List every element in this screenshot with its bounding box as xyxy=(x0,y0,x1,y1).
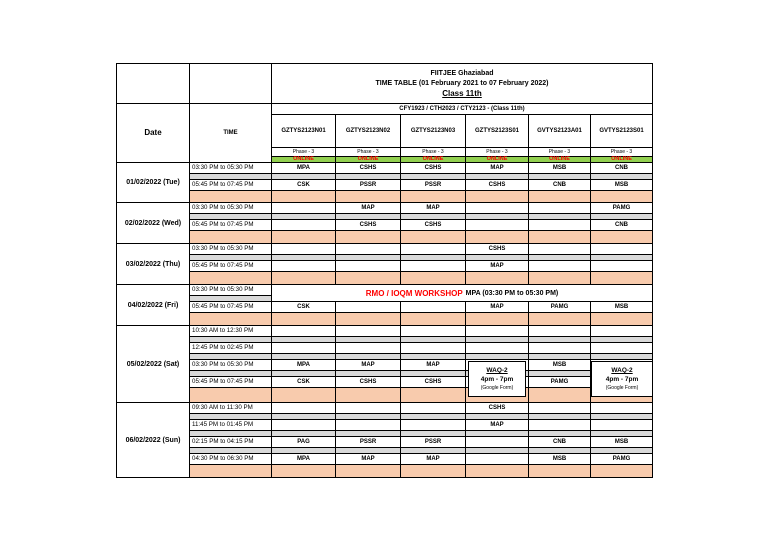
subject-cell xyxy=(529,403,591,414)
subject-cell xyxy=(336,244,401,255)
batch-code: GZTYS2123N03 xyxy=(401,115,466,148)
gap-row xyxy=(336,313,401,326)
subject-cell: CSK xyxy=(272,377,336,388)
subject-cell: MPA xyxy=(272,163,336,174)
time-slot: 03:30 PM to 05:30 PM xyxy=(190,285,272,296)
gap-row xyxy=(190,231,272,244)
gap-row xyxy=(336,231,401,244)
subject-cell: CSHS xyxy=(336,377,401,388)
subject-cell: CSHS xyxy=(466,403,529,414)
waq-form: (Google Form) xyxy=(605,385,639,391)
gap-row xyxy=(529,231,591,244)
subject-cell xyxy=(401,261,466,272)
subject-cell xyxy=(529,244,591,255)
time-slot: 09:30 AM to 11:30 PM xyxy=(190,403,272,414)
title-block xyxy=(272,64,653,104)
blank-date-header xyxy=(117,64,190,104)
gap-row xyxy=(466,272,529,285)
subject-cell: PAG xyxy=(272,437,336,448)
subject-cell: MAP xyxy=(401,360,466,371)
subject-cell: CSHS xyxy=(336,163,401,174)
subject-cell xyxy=(336,420,401,431)
subject-cell xyxy=(591,244,653,255)
date-cell: 05/02/2022 (Sat) xyxy=(117,326,190,403)
gap-row xyxy=(401,231,466,244)
time-slot: 11:45 PM to 01:45 PM xyxy=(190,420,272,431)
class-name: Class 11th xyxy=(442,88,482,98)
subject-cell: CSHS xyxy=(466,180,529,191)
subject-cell xyxy=(272,403,336,414)
gap-row xyxy=(529,313,591,326)
waq-time: 4pm - 7pm xyxy=(480,376,514,383)
subject-cell xyxy=(591,326,653,337)
subject-cell: PSSR xyxy=(336,437,401,448)
gap-row xyxy=(336,465,401,478)
gap-row xyxy=(591,272,653,285)
gap-row xyxy=(190,465,272,478)
time-slot: 03:30 PM to 05:30 PM xyxy=(190,203,272,214)
batch-code: GZTYS2123N01 xyxy=(272,115,336,148)
subject-cell: CSK xyxy=(272,180,336,191)
subject-cell: PSSR xyxy=(336,180,401,191)
gap-row xyxy=(401,313,466,326)
gap-row xyxy=(190,272,272,285)
batch-phase: Phase - 3 xyxy=(591,148,653,157)
subject-cell: CSK xyxy=(272,302,336,313)
subject-cell xyxy=(529,220,591,231)
gap-row xyxy=(401,191,466,203)
batches-line: CFY1923 / CTH2023 / CTY2123 - (Class 11th) xyxy=(272,104,653,115)
date-cell: 03/02/2022 (Thu) xyxy=(117,244,190,285)
time-slot: 12:45 PM to 02:45 PM xyxy=(190,343,272,354)
waq-box-s01 xyxy=(468,361,526,397)
subject-cell xyxy=(401,403,466,414)
batch-phase: Phase - 3 xyxy=(529,148,591,157)
time-column-header xyxy=(190,104,272,163)
subject-cell: CSHS xyxy=(401,377,466,388)
gap-row xyxy=(272,388,336,403)
institute-name: FIITJEE Ghaziabad xyxy=(430,69,494,77)
timetable-title: TIME TABLE (01 February 2021 to 07 February 2022) xyxy=(375,79,549,87)
gap-row xyxy=(591,465,653,478)
batch-code: GZTYS2123N02 xyxy=(336,115,401,148)
gap-row xyxy=(190,191,272,203)
gap-row xyxy=(591,313,653,326)
subject-cell: CNB xyxy=(529,180,591,191)
time-header-label: TIME xyxy=(223,130,238,136)
time-slot: 05:45 PM to 07:45 PM xyxy=(190,220,272,231)
gap-row xyxy=(591,191,653,203)
time-slot: 05:45 PM to 07:45 PM xyxy=(190,302,272,313)
online-tag: ONLINE xyxy=(336,157,401,163)
subject-cell: MSB xyxy=(591,437,653,448)
online-tag: ONLINE xyxy=(529,157,591,163)
time-slot: 03:30 PM to 05:30 PM xyxy=(190,244,272,255)
waq-title: WAQ-2 xyxy=(486,367,508,374)
workshop-banner xyxy=(272,285,653,302)
gap-row xyxy=(336,191,401,203)
subject-cell: MSB xyxy=(529,163,591,174)
gap-row xyxy=(529,388,591,403)
gap-row xyxy=(272,465,336,478)
gap-row xyxy=(272,272,336,285)
online-tag: ONLINE xyxy=(401,157,466,163)
subject-cell: CSHS xyxy=(466,244,529,255)
waq-title: WAQ-2 xyxy=(611,367,633,374)
subject-cell xyxy=(466,220,529,231)
subject-cell xyxy=(591,261,653,272)
subject-cell xyxy=(272,244,336,255)
subject-cell: PSSR xyxy=(401,437,466,448)
subject-cell xyxy=(466,343,529,354)
subject-cell: MAP xyxy=(466,302,529,313)
date-column-header xyxy=(117,104,190,163)
subject-cell: MSB xyxy=(529,454,591,465)
subject-cell xyxy=(401,326,466,337)
gap-row xyxy=(336,388,401,403)
workshop-highlight: RMO / IOQM WORKSHOP xyxy=(365,288,463,298)
subject-cell: MAP xyxy=(466,163,529,174)
subject-cell xyxy=(336,343,401,354)
time-slot: 05:45 PM to 07:45 PM xyxy=(190,261,272,272)
subject-cell xyxy=(529,343,591,354)
subject-cell: PSSR xyxy=(401,180,466,191)
subject-cell: MPA xyxy=(272,360,336,371)
time-slot: 03:30 PM to 05:30 PM xyxy=(190,163,272,174)
time-slot: 05:45 PM to 07:45 PM xyxy=(190,180,272,191)
subject-cell xyxy=(336,261,401,272)
batch-phase: Phase - 3 xyxy=(336,148,401,157)
gap-row xyxy=(272,231,336,244)
waq-time: 4pm - 7pm xyxy=(605,376,639,383)
gap-row xyxy=(401,465,466,478)
subject-cell: MSB xyxy=(591,302,653,313)
subject-cell: CSHS xyxy=(401,163,466,174)
gap-row xyxy=(591,231,653,244)
subject-cell xyxy=(401,420,466,431)
subject-cell: MAP xyxy=(401,454,466,465)
subject-cell: MAP xyxy=(466,261,529,272)
batch-phase: Phase - 3 xyxy=(466,148,529,157)
subject-cell xyxy=(401,244,466,255)
gap-row xyxy=(529,465,591,478)
batch-code: GZTYS2123S01 xyxy=(466,115,529,148)
date-header-label: Date xyxy=(144,128,162,137)
subject-cell xyxy=(336,403,401,414)
gap-row xyxy=(466,465,529,478)
subject-cell: MSB xyxy=(529,360,591,371)
time-slot: 04:30 PM to 06:30 PM xyxy=(190,454,272,465)
subject-cell xyxy=(529,261,591,272)
subject-cell: MAP xyxy=(401,203,466,214)
subject-cell: PAMG xyxy=(529,377,591,388)
subject-cell xyxy=(466,454,529,465)
time-slot: 02:15 PM to 04:15 PM xyxy=(190,437,272,448)
batch-phase: Phase - 3 xyxy=(272,148,336,157)
batch-phase: Phase - 3 xyxy=(401,148,466,157)
gap-row xyxy=(529,272,591,285)
subject-cell: CSHS xyxy=(401,220,466,231)
subject-cell xyxy=(466,437,529,448)
gap-row xyxy=(401,272,466,285)
subject-cell xyxy=(529,326,591,337)
subject-cell: CNB xyxy=(529,437,591,448)
subject-cell xyxy=(591,343,653,354)
time-slot: 03:30 PM to 05:30 PM xyxy=(190,360,272,371)
subject-cell xyxy=(466,326,529,337)
date-cell: 06/02/2022 (Sun) xyxy=(117,403,190,478)
gap-row xyxy=(190,313,272,326)
subject-cell xyxy=(336,302,401,313)
gap-row xyxy=(336,272,401,285)
gap-row xyxy=(466,191,529,203)
gap-row xyxy=(272,191,336,203)
subject-cell xyxy=(272,343,336,354)
batch-code: GVTYS2123S01 xyxy=(591,115,653,148)
subject-cell: PAMG xyxy=(529,302,591,313)
subject-cell: MAP xyxy=(336,203,401,214)
gap-row xyxy=(466,313,529,326)
subject-cell: MAP xyxy=(336,360,401,371)
subject-cell xyxy=(401,343,466,354)
gap-row xyxy=(529,191,591,203)
date-cell: 04/02/2022 (Fri) xyxy=(117,285,190,326)
time-slot: 10:30 AM to 12:30 PM xyxy=(190,326,272,337)
batch-code: GVTYS2123A01 xyxy=(529,115,591,148)
subject-cell xyxy=(591,403,653,414)
subject-cell xyxy=(272,326,336,337)
subject-cell xyxy=(529,420,591,431)
workshop-detail: MPA (03:30 PM to 05:30 PM) xyxy=(465,289,559,297)
waq-form: (Google Form) xyxy=(480,385,514,391)
subject-cell xyxy=(272,220,336,231)
subject-cell: PAMG xyxy=(591,454,653,465)
subject-cell: MPA xyxy=(272,454,336,465)
gap-row xyxy=(401,388,466,403)
subject-cell: PAMG xyxy=(591,203,653,214)
gap-row xyxy=(466,231,529,244)
timetable-sheet xyxy=(116,63,653,478)
subject-cell xyxy=(401,302,466,313)
subject-cell xyxy=(466,203,529,214)
subject-cell: MAP xyxy=(336,454,401,465)
subject-cell xyxy=(591,420,653,431)
date-cell: 02/02/2022 (Wed) xyxy=(117,203,190,244)
gap-row xyxy=(190,388,272,403)
online-tag: ONLINE xyxy=(466,157,529,163)
subject-cell: CNB xyxy=(591,163,653,174)
subject-cell: CSHS xyxy=(336,220,401,231)
time-slot: 05:45 PM to 07:45 PM xyxy=(190,377,272,388)
online-tag: ONLINE xyxy=(272,157,336,163)
subject-cell: CNB xyxy=(591,220,653,231)
subject-cell xyxy=(272,420,336,431)
waq-box-gvs01 xyxy=(591,361,653,397)
subject-cell xyxy=(272,261,336,272)
gap-row xyxy=(272,313,336,326)
blank-time-header xyxy=(190,64,272,104)
subject-cell xyxy=(336,326,401,337)
subject-cell: MAP xyxy=(466,420,529,431)
subject-cell: MSB xyxy=(591,180,653,191)
date-cell: 01/02/2022 (Tue) xyxy=(117,163,190,203)
subject-cell xyxy=(529,203,591,214)
online-tag: ONLINE xyxy=(591,157,653,163)
subject-cell xyxy=(272,203,336,214)
